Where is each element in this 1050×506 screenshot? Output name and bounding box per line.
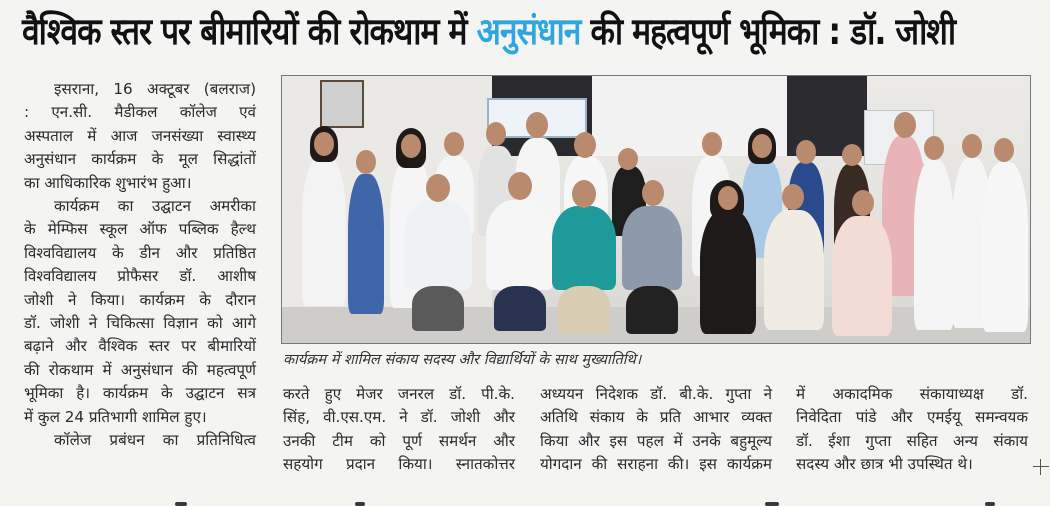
photo-person-head — [962, 134, 982, 158]
photo-person-head — [508, 172, 532, 200]
article-column-bottom-3 — [796, 383, 1028, 477]
body-line: भूमिका है। कार्यक्रम के उद्घाटन सत्र — [24, 384, 256, 403]
body-line: में कुल 24 प्रतिभागी शामिल हुए। — [24, 407, 207, 426]
print-registration-mark-icon — [1033, 459, 1049, 475]
photo-person-head — [842, 144, 862, 166]
cutoff-glyph — [985, 502, 995, 506]
body-line: कॉलेज प्रबंधन का प्रतिनिधित्व — [54, 431, 256, 450]
headline-part-1: वैश्विक स्तर पर बीमारियों की रोकथाम में — [22, 10, 477, 53]
body-line: के मेम्फिस स्कूल ऑफ पब्लिक हैल्थ — [24, 220, 256, 239]
cutoff-glyph — [355, 502, 365, 506]
body-line: सदस्य और छात्र भी उपस्थित थे। — [796, 455, 973, 474]
body-line: विश्वविद्यालय प्रोफैसर डॉ. आशीष — [24, 267, 256, 286]
photo-person-head — [314, 132, 334, 156]
body-line: की रोकथाम में अनुसंधान की महत्वपूर्ण — [24, 360, 256, 379]
body-line: अध्ययन निदेशक डॉ. बी.के. गुप्ता ने — [540, 385, 772, 403]
photo-person-head — [702, 132, 722, 156]
body-line: अस्पताल में आज जनसंख्या स्वास्थ्य — [24, 126, 256, 145]
photo-person-head — [356, 150, 376, 174]
body-line: डॉ. जोशी ने चिकित्सा विज्ञान को आगे — [24, 314, 256, 333]
article-column-left — [24, 78, 256, 453]
photo-person-seated — [486, 200, 554, 290]
body-line: में अकादमिक संकायाध्यक्ष डॉ. — [796, 385, 1028, 403]
photo-person-seated — [622, 206, 682, 290]
photo-person-head — [526, 112, 548, 138]
headline-accent-word: अनुसंधान — [476, 10, 581, 53]
dateline: इसराना, 16 अक्टूबर (बलराज) — [54, 80, 256, 98]
body-line: का आधिकारिक शुभारंभ हुआ। — [24, 173, 192, 192]
cutoff-glyph — [765, 502, 779, 506]
headline — [22, 2, 956, 64]
photo-person-seated — [764, 210, 824, 330]
body-line: निवेदिता पांडे और एमईयू समन्वयक — [796, 408, 1028, 427]
photo-person-head — [796, 140, 816, 164]
photo-person-trousers — [494, 286, 546, 331]
photo-person-head — [444, 132, 464, 156]
photo-person-seated — [552, 206, 616, 290]
body-line: सिंह, वी.एस.एम. ने डॉ. जोशी और — [283, 408, 515, 427]
cutoff-glyph — [175, 502, 187, 506]
photo-person — [302, 156, 346, 306]
photo-person-head — [782, 184, 804, 210]
photo-person-head — [642, 180, 664, 206]
body-line: : एन.सी. मैडीकल कॉलेज एवं — [24, 103, 256, 122]
photo-caption: कार्यक्रम में शामिल संकाय सदस्य और विद्यार्थियों के साथ मुख्यातिथि। — [283, 352, 642, 368]
photo-person-head — [924, 136, 944, 160]
photo-person — [914, 160, 954, 330]
photo-person-head — [894, 112, 916, 138]
photo-person-head — [426, 174, 450, 202]
photo-wall-frame — [320, 80, 364, 128]
article-column-bottom-1 — [283, 383, 515, 477]
body-line: सहयोग प्रदान किया। स्नातकोत्तर — [283, 455, 515, 474]
body-line: डॉ. ईशा गुप्ता सहित अन्य संकाय — [796, 431, 1028, 450]
body-line: करते हुए मेजर जनरल डॉ. पी.के. — [283, 385, 515, 403]
photo-person-head — [852, 190, 874, 216]
body-line: उनकी टीम को पूर्ण समर्थन और — [283, 431, 515, 450]
photo-person-seated — [832, 216, 892, 336]
body-line: कार्यक्रम का उद्घाटन अमरीका — [54, 197, 256, 216]
photo-person-seated — [404, 200, 472, 290]
body-line: योगदान की सराहना की। इस कार्यक्रम — [540, 455, 772, 474]
photo-person-seated — [700, 210, 756, 334]
headline-part-2: की महत्वपूर्ण भूमिका : डॉ. जोशी — [580, 10, 956, 53]
group-photo — [281, 75, 1031, 344]
photo-person-head — [752, 134, 772, 158]
body-line: किया और इस पहल में उनके बहुमूल्य — [540, 431, 772, 450]
photo-person-head — [486, 122, 506, 146]
photo-person-head — [574, 132, 596, 158]
body-line: विश्वविद्यालय के डीन और प्रतिष्ठित — [24, 243, 256, 262]
article-column-bottom-2 — [540, 383, 772, 477]
body-line: अतिथि संकाय के प्रति आभार व्यक्त — [540, 408, 772, 427]
next-article-cutoff — [0, 492, 1050, 506]
photo-person-trousers — [626, 286, 678, 334]
body-line: जोशी ने किया। कार्यक्रम के दौरान — [24, 290, 256, 309]
photo-person-head — [994, 138, 1014, 162]
photo-person-head — [572, 180, 596, 208]
photo-person-head — [401, 134, 421, 158]
photo-person-head — [718, 186, 738, 210]
photo-person-head — [618, 148, 638, 170]
photo-person-trousers — [558, 286, 610, 334]
body-line: बढ़ाने और वैश्विक स्तर पर बीमारियों — [24, 337, 256, 356]
photo-person-trousers — [412, 286, 464, 331]
photo-person — [348, 174, 384, 314]
photo-person — [982, 162, 1028, 332]
body-line: अनुसंधान कार्यक्रम के मूल सिद्धांतों — [24, 150, 256, 169]
